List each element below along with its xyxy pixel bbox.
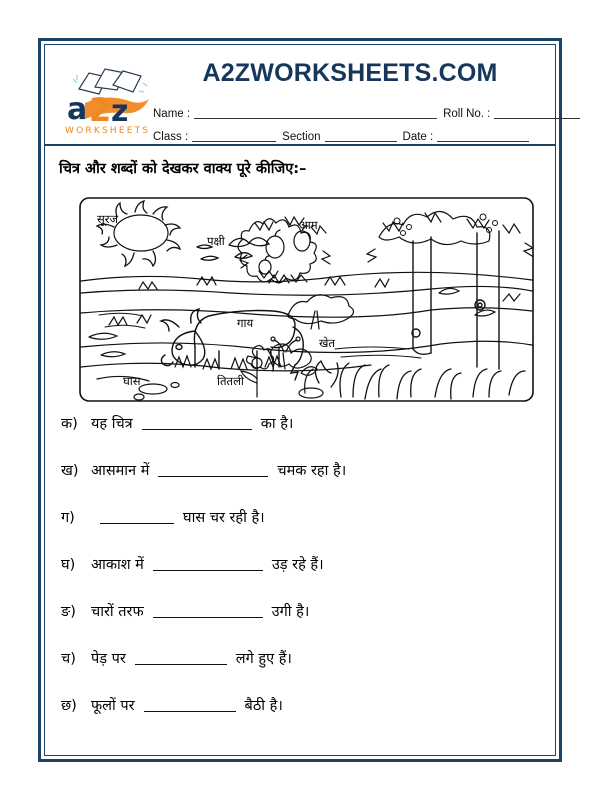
question-row-ka bbox=[61, 413, 541, 460]
picture-label-pakshi: पक्षी bbox=[207, 234, 225, 248]
question-marker: ख) bbox=[61, 463, 79, 479]
question-text-after: बैठी है। bbox=[244, 698, 283, 714]
question-row-ga bbox=[61, 507, 541, 554]
picture-label-khet: खेत bbox=[319, 336, 335, 350]
picture-label-ghaas: घास bbox=[123, 374, 141, 388]
svg-text:a: a bbox=[67, 92, 88, 127]
question-marker: क) bbox=[61, 416, 78, 432]
answer-blank[interactable] bbox=[135, 664, 227, 674]
picture-label-titli: तितली bbox=[217, 374, 244, 388]
answer-blank[interactable] bbox=[144, 711, 236, 721]
picture-label-gaay: गाय bbox=[237, 316, 254, 330]
question-list bbox=[61, 413, 541, 742]
svg-text:z: z bbox=[111, 94, 129, 129]
question-marker: छ) bbox=[61, 698, 77, 714]
question-text-before: आसमान में bbox=[91, 463, 150, 479]
instruction-text: चित्र और शब्दों को देखकर वाक्य पूरे कीजिए:– bbox=[59, 161, 307, 177]
question-text-before: पेड़ पर bbox=[91, 651, 126, 667]
name-input-rule[interactable] bbox=[194, 107, 437, 119]
question-text-after: उगी है। bbox=[271, 604, 310, 620]
class-input-rule[interactable] bbox=[192, 130, 276, 142]
student-info-row-1 bbox=[153, 97, 543, 120]
question-text-before: चारों तरफ bbox=[91, 604, 144, 620]
answer-blank[interactable] bbox=[142, 429, 252, 439]
worksheet-header bbox=[45, 45, 555, 146]
worksheet-page-inner-border bbox=[44, 44, 556, 756]
a2z-worksheets-logo bbox=[59, 63, 157, 137]
question-row-kha bbox=[61, 460, 541, 507]
logo-subtext: WORKSHEETS bbox=[65, 126, 151, 136]
question-text-before: यह चित्र bbox=[91, 416, 133, 432]
student-info-fields bbox=[153, 97, 543, 143]
roll-no-input-rule[interactable] bbox=[494, 107, 580, 119]
date-input-rule[interactable] bbox=[437, 130, 529, 142]
scene-artwork bbox=[79, 197, 534, 402]
question-text-after: घास चर रही है। bbox=[183, 510, 265, 526]
question-row-gha bbox=[61, 554, 541, 601]
question-text-after: का है। bbox=[260, 416, 294, 432]
section-label: Section bbox=[282, 131, 321, 143]
roll-no-label: Roll No. : bbox=[443, 108, 491, 120]
question-marker: घ) bbox=[61, 557, 76, 573]
student-info-row-2 bbox=[153, 120, 543, 143]
picture-label-aam: आम bbox=[299, 218, 318, 232]
name-label: Name : bbox=[153, 108, 191, 120]
brand-title: A2ZWORKSHEETS.COM bbox=[202, 59, 498, 87]
scene-illustration bbox=[79, 197, 534, 402]
answer-blank[interactable] bbox=[153, 617, 263, 627]
answer-blank[interactable] bbox=[100, 523, 174, 533]
answer-blank[interactable] bbox=[158, 476, 268, 486]
question-text-after: लगे हुए हैं। bbox=[235, 651, 292, 667]
question-text-before: आकाश में bbox=[91, 557, 144, 573]
section-input-rule[interactable] bbox=[325, 130, 397, 142]
question-marker: च) bbox=[61, 651, 76, 667]
question-row-nga bbox=[61, 601, 541, 648]
question-text-before: फूलों पर bbox=[91, 698, 135, 714]
question-text-after: उड़ रहे हैं। bbox=[271, 557, 324, 573]
class-label: Class : bbox=[153, 131, 189, 143]
logo-artwork bbox=[59, 63, 157, 137]
question-row-chha bbox=[61, 695, 541, 742]
question-text-after: चमक रहा है। bbox=[277, 463, 347, 479]
picture-label-suraj: सूरज bbox=[97, 212, 119, 226]
svg-text:2: 2 bbox=[89, 91, 112, 129]
question-marker: ग) bbox=[61, 510, 75, 526]
question-row-cha bbox=[61, 648, 541, 695]
date-label: Date : bbox=[402, 131, 434, 143]
question-marker: ङ) bbox=[61, 604, 76, 620]
worksheet-page bbox=[38, 38, 562, 762]
answer-blank[interactable] bbox=[153, 570, 263, 580]
